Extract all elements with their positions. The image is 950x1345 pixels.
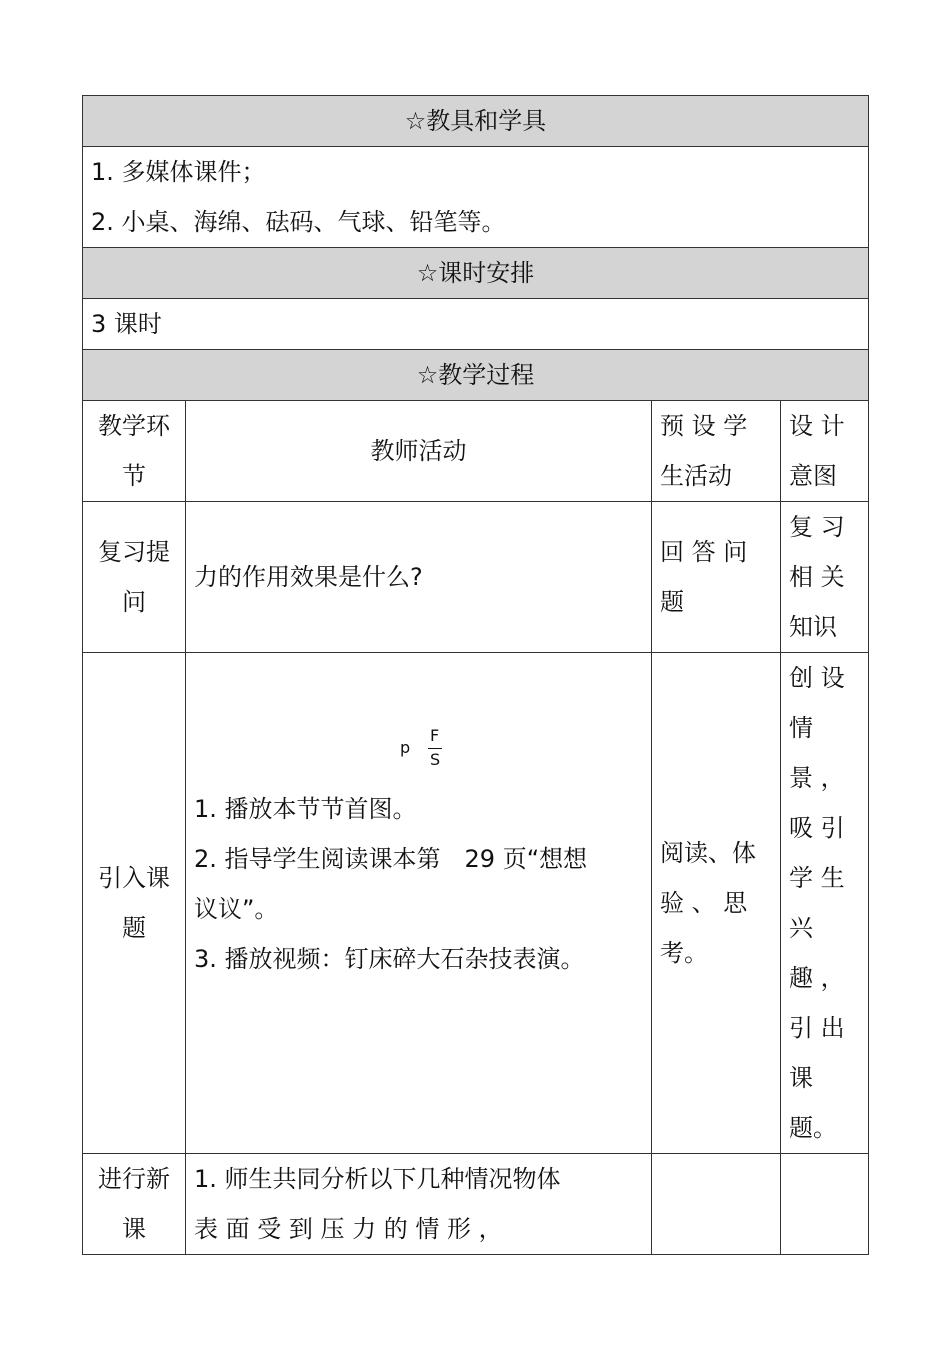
formula-numerator: F xyxy=(430,726,440,745)
intent-intro xyxy=(781,653,869,1154)
header-student-line2: 生活动 xyxy=(660,462,732,490)
student-review-line2: 题 xyxy=(660,588,684,616)
table-header-row xyxy=(83,401,869,502)
tools-item-2: 2. 小桌、海绵、砝码、气球、铅笔等。 xyxy=(91,208,506,236)
teacher-new-line1: 1. 师生共同分析以下几种情况物体 xyxy=(194,1165,561,1193)
tools-content xyxy=(83,147,869,248)
intent-new xyxy=(781,1154,869,1255)
teacher-review xyxy=(186,502,652,653)
intent-review-line1: 复 习 xyxy=(789,513,845,541)
intent-intro-line1: 创 设 xyxy=(789,664,845,692)
tools-content-row xyxy=(83,147,869,248)
teacher-intro-line3: 议议”。 xyxy=(194,895,279,923)
intent-review xyxy=(781,502,869,653)
stage-new-line2: 课 xyxy=(122,1215,146,1243)
intent-intro-line5: 学 生 xyxy=(789,864,845,892)
stage-intro-line1: 引入课 xyxy=(98,864,170,892)
teacher-intro-line1: 1. 播放本节节首图。 xyxy=(194,795,417,823)
student-intro-line1: 阅读、体 xyxy=(660,839,756,867)
intent-intro-line6: 兴 xyxy=(789,914,813,942)
intent-intro-line7: 趣 ， xyxy=(789,964,845,992)
formula-p: p xyxy=(400,738,411,757)
stage-review-line1: 复习提 xyxy=(98,538,170,566)
lesson-plan-table xyxy=(82,95,869,1255)
lesson-plan-page xyxy=(82,95,868,1255)
intent-intro-line4: 吸 引 xyxy=(789,814,845,842)
formula-denominator: S xyxy=(430,750,441,769)
table-row xyxy=(83,502,869,653)
teacher-intro-line4: 3. 播放视频：钉床碎大石杂技表演。 xyxy=(194,945,585,973)
header-stage-line2: 节 xyxy=(122,462,146,490)
tools-item-1: 1. 多媒体课件； xyxy=(91,158,266,186)
student-intro xyxy=(652,653,781,1154)
stage-new-line1: 进行新 xyxy=(98,1165,170,1193)
pressure-formula xyxy=(194,726,643,784)
process-title: ☆教学过程 xyxy=(83,350,869,401)
table-row xyxy=(83,653,869,1154)
teacher-new xyxy=(186,1154,652,1255)
intent-intro-line9: 课 xyxy=(789,1064,813,1092)
header-intent xyxy=(781,401,869,502)
header-student-line1: 预 设 学 xyxy=(660,412,748,440)
student-intro-line3: 考。 xyxy=(660,939,708,967)
student-intro-line2: 验 、 思 xyxy=(660,889,748,917)
header-stage-line1: 教学环 xyxy=(98,412,170,440)
stage-review xyxy=(83,502,186,653)
formula-fraction-bar xyxy=(428,748,442,749)
teacher-new-line2: 表 面 受 到 压 力 的 情 形 ， xyxy=(194,1215,503,1243)
intent-intro-line10: 题。 xyxy=(789,1114,837,1142)
schedule-header-row xyxy=(83,248,869,299)
intent-review-line2: 相 关 xyxy=(789,563,845,591)
header-teacher: 教师活动 xyxy=(186,401,652,502)
stage-intro xyxy=(83,653,186,1154)
header-intent-line2: 意图 xyxy=(789,462,837,490)
student-new xyxy=(652,1154,781,1255)
schedule-title: ☆课时安排 xyxy=(83,248,869,299)
teacher-review-line1: 力的作用效果是什么? xyxy=(194,563,423,591)
table-row xyxy=(83,1154,869,1255)
intent-intro-line2: 情 xyxy=(789,714,813,742)
stage-new xyxy=(83,1154,186,1255)
intent-intro-line3: 景 ， xyxy=(789,764,845,792)
stage-review-line2: 问 xyxy=(122,588,146,616)
teacher-intro-line2: 2. 指导学生阅读课本第 29 页“想想 xyxy=(194,845,588,873)
tools-title: ☆教具和学具 xyxy=(83,96,869,147)
schedule-content-row xyxy=(83,299,869,350)
student-review-line1: 回 答 问 xyxy=(660,538,748,566)
stage-intro-line2: 题 xyxy=(122,914,146,942)
process-header-row xyxy=(83,350,869,401)
header-stage xyxy=(83,401,186,502)
header-student xyxy=(652,401,781,502)
header-intent-line1: 设 计 xyxy=(789,412,845,440)
student-review xyxy=(652,502,781,653)
tools-header-row xyxy=(83,96,869,147)
intent-review-line3: 知识 xyxy=(789,613,837,641)
teacher-intro xyxy=(186,653,652,1154)
intent-intro-line8: 引 出 xyxy=(789,1014,845,1042)
schedule-value: 3 课时 xyxy=(83,299,869,350)
